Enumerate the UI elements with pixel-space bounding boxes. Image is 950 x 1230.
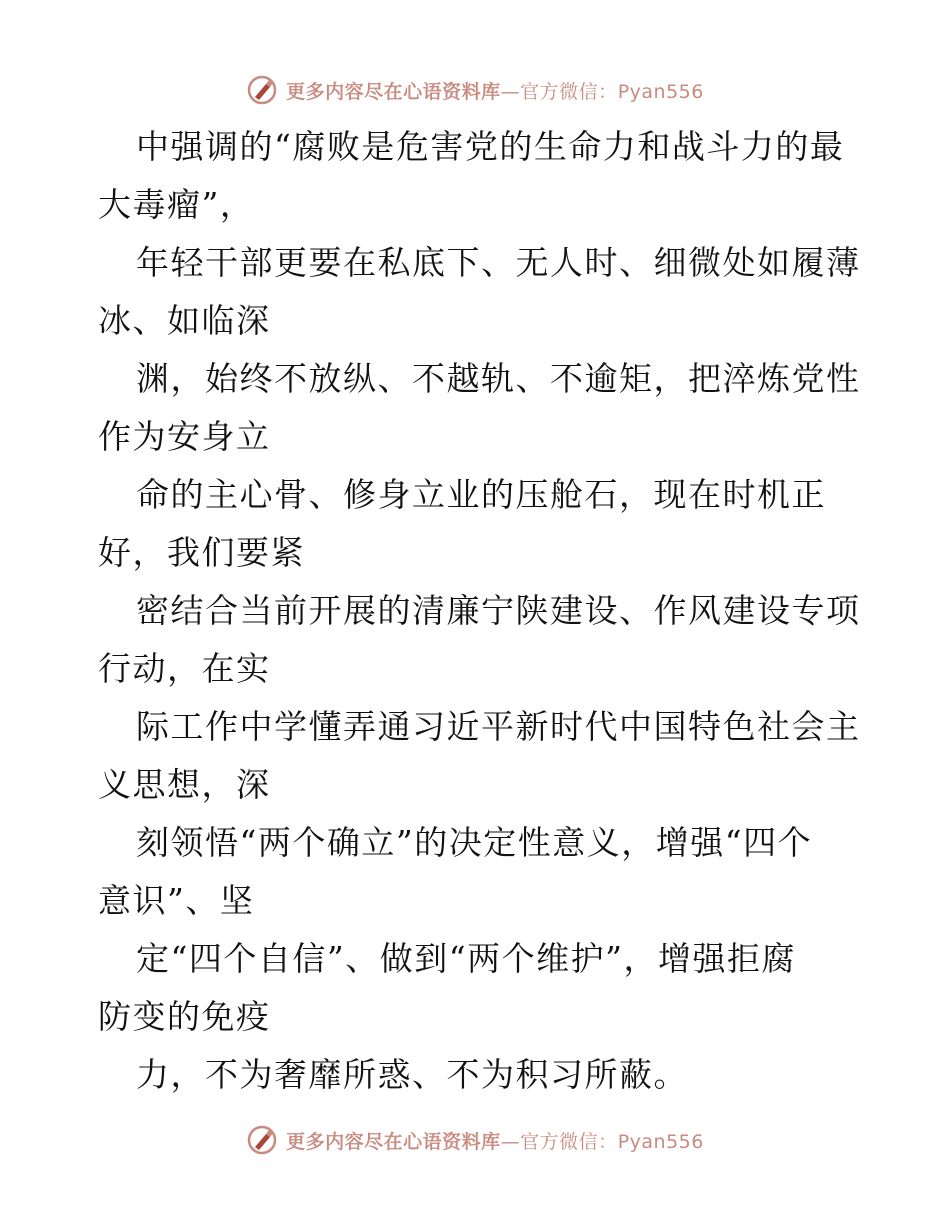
header-watermark — [0, 70, 950, 110]
pen-circle-logo-icon — [246, 1124, 278, 1156]
body-line: 冰、如临深 — [98, 301, 271, 340]
body-line: 行动，在实 — [98, 649, 271, 688]
body-line: 定“四个自信”、做到“两个维护”，增强拒腐 — [136, 939, 796, 978]
body-line: 中强调的“腐败是危害党的生命力和战斗力的最 — [136, 127, 845, 166]
body-line: 渊，始终不放纵、不越轨、不逾矩，把淬炼党性 — [136, 359, 861, 398]
watermark-brand: 更多内容尽在心语资料库 — [286, 1130, 501, 1153]
body-line: 力，不为奢靡所惑、不为积习所蔽。 — [136, 1055, 688, 1094]
body-line: 作为安身立 — [98, 417, 271, 456]
watermark-separator: — — [500, 80, 521, 103]
footer-watermark — [0, 1120, 950, 1160]
body-line: 年轻干部更要在私底下、无人时、细微处如履薄 — [136, 243, 861, 282]
body-line: 意识”、坚 — [98, 881, 255, 920]
watermark-wechat-label: 官方微信： — [520, 1130, 618, 1153]
body-line: 好，我们要紧 — [98, 533, 305, 572]
watermark-brand: 更多内容尽在心语资料库 — [286, 80, 501, 103]
body-line: 际工作中学懂弄通习近平新时代中国特色社会主 — [136, 707, 861, 746]
body-line: 防变的免疫 — [98, 997, 271, 1036]
watermark-text — [286, 77, 704, 104]
body-line: 义思想，深 — [98, 765, 271, 804]
watermark-wechat-id: Pyan556 — [617, 80, 704, 103]
watermark-wechat-id: Pyan556 — [617, 1130, 704, 1153]
body-line: 刻领悟“两个确立”的决定性意义，增强“四个 — [136, 823, 813, 862]
body-line: 大毒瘤”， — [98, 185, 255, 224]
body-line: 命的主心骨、修身立业的压舱石，现在时机正 — [136, 475, 826, 514]
watermark-wechat-label: 官方微信： — [520, 80, 618, 103]
pen-circle-logo-icon — [246, 74, 278, 106]
watermark-separator: — — [500, 1130, 521, 1153]
body-line: 密结合当前开展的清廉宁陕建设、作风建设专项 — [136, 591, 861, 630]
document-body — [98, 118, 861, 1104]
watermark-text — [286, 1127, 704, 1154]
